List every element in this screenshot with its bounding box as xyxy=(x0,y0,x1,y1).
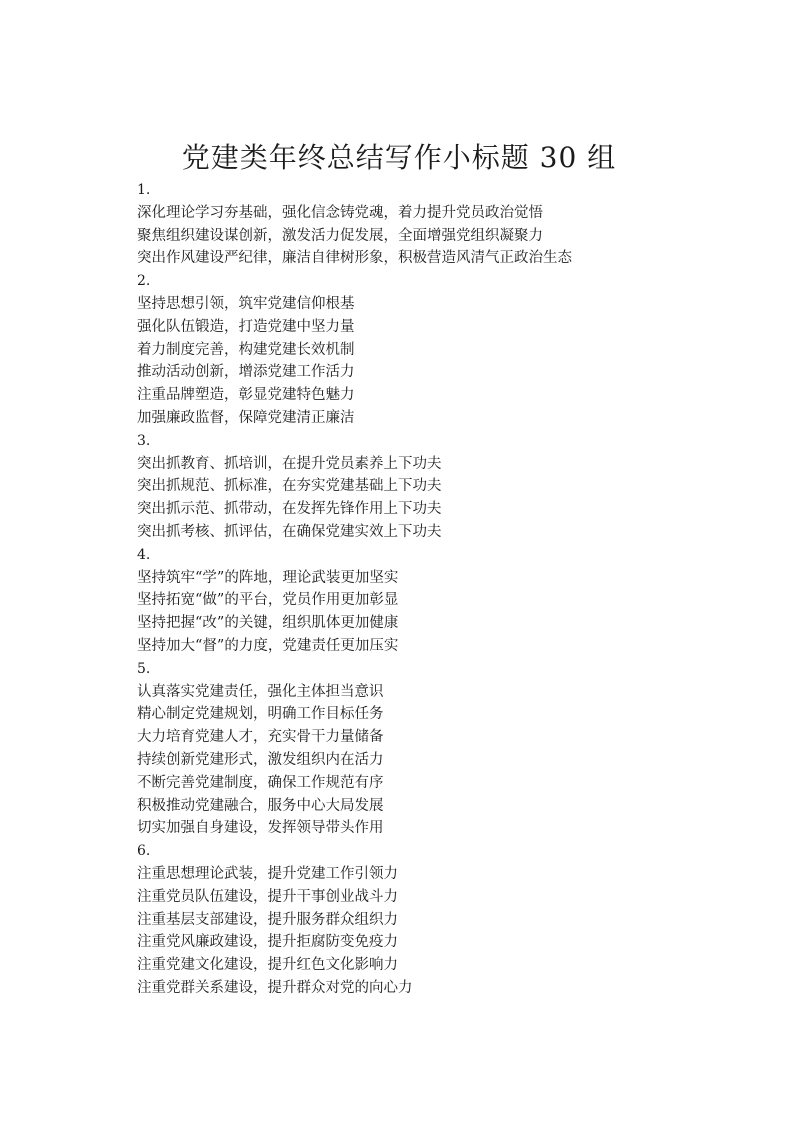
group-6 xyxy=(137,840,757,1000)
group-number: 2. xyxy=(137,273,151,290)
heading-line: 精心制定党建规划，明确工作目标任务 xyxy=(137,706,384,723)
heading-line: 加强廉政监督，保障党建清正廉洁 xyxy=(137,409,355,426)
heading-line: 坚持加大“督”的力度，党建责任更加压实 xyxy=(137,637,399,654)
heading-line: 突出抓考核、抓评估，在确保党建实效上下功夫 xyxy=(137,523,442,540)
heading-line: 注重品牌塑造，彰显党建特色魅力 xyxy=(137,387,355,404)
heading-line: 聚焦组织建设谋创新，激发活力促发展，全面增强党组织凝聚力 xyxy=(137,227,543,244)
heading-line: 认真落实党建责任，强化主体担当意识 xyxy=(137,683,384,700)
heading-line: 注重党员队伍建设，提升干事创业战斗力 xyxy=(137,888,398,905)
group-number: 1. xyxy=(137,182,151,198)
heading-line: 坚持思想引领，筑牢党建信仰根基 xyxy=(137,295,355,312)
heading-line: 深化理论学习夯基础，强化信念铸党魂，着力提升党员政治觉悟 xyxy=(137,204,543,221)
heading-line: 突出抓规范、抓标准，在夯实党建基础上下功夫 xyxy=(137,478,442,495)
heading-line: 突出作风建设严纪律，廉洁自律树形象，积极营造风清气正政治生态 xyxy=(137,250,572,267)
group-5 xyxy=(137,658,757,840)
group-number: 4. xyxy=(137,546,151,563)
document-body xyxy=(137,179,757,1000)
group-number: 3. xyxy=(137,432,151,449)
heading-line: 强化队伍锻造，打造党建中坚力量 xyxy=(137,318,355,335)
heading-line: 突出抓教育、抓培训，在提升党员素养上下功夫 xyxy=(137,455,442,472)
heading-line: 推动活动创新，增添党建工作活力 xyxy=(137,364,355,381)
group-3 xyxy=(137,430,757,544)
heading-line: 坚持拓宽“做”的平台，党员作用更加彰显 xyxy=(137,592,399,609)
heading-line: 注重党群关系建设，提升群众对党的向心力 xyxy=(137,979,413,996)
heading-line: 注重思想理论武装，提升党建工作引领力 xyxy=(137,865,398,882)
heading-line: 着力制度完善，构建党建长效机制 xyxy=(137,341,355,358)
heading-line: 坚持筑牢“学”的阵地，理论武装更加坚实 xyxy=(137,569,399,586)
heading-line: 大力培育党建人才，充实骨干力量储备 xyxy=(137,729,384,746)
heading-line: 注重基层支部建设，提升服务群众组织力 xyxy=(137,911,398,928)
heading-line: 注重党建文化建设，提升红色文化影响力 xyxy=(137,957,398,974)
document-title: 党建类年终总结写作小标题 30 组 xyxy=(181,141,617,174)
group-2 xyxy=(137,270,757,430)
heading-line: 不断完善党建制度，确保工作规范有序 xyxy=(137,774,384,791)
heading-line: 积极推动党建融合，服务中心大局发展 xyxy=(137,797,384,814)
heading-line: 注重党风廉政建设，提升拒腐防变免疫力 xyxy=(137,934,398,951)
group-1 xyxy=(137,179,757,270)
heading-line: 坚持把握“改”的关键，组织肌体更加健康 xyxy=(137,615,399,632)
group-number: 6. xyxy=(137,843,151,860)
heading-line: 突出抓示范、抓带动，在发挥先锋作用上下功夫 xyxy=(137,501,442,518)
group-number: 5. xyxy=(137,660,151,677)
heading-line: 切实加强自身建设，发挥领导带头作用 xyxy=(137,820,384,837)
group-4 xyxy=(137,544,757,658)
heading-line: 持续创新党建形式，激发组织内在活力 xyxy=(137,751,384,768)
